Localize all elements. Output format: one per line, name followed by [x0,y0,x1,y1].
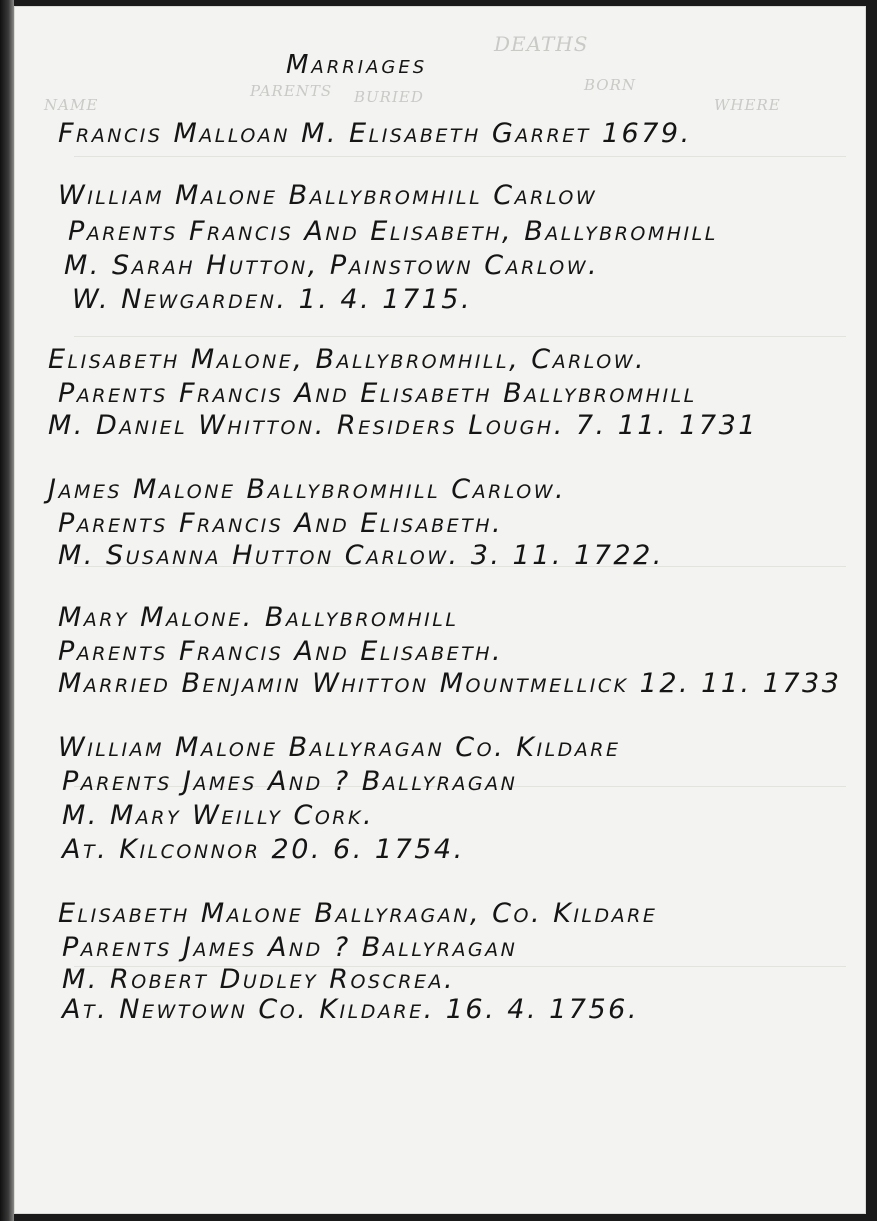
page-title: Marriages [286,50,428,80]
entry-line: Parents Francis And Elisabeth, Ballybromhill [68,216,718,247]
bleed-through-text: PARENTS [250,82,333,100]
scan-edge [0,0,14,1221]
entry-line: W. Newgarden. 1. 4. 1715. [72,284,473,315]
entry-line: M. Mary Weilly Cork. [62,800,375,831]
entry-line: James Malone Ballybromhill Carlow. [48,474,567,505]
entry-line: Parents James And ? Ballyragan [62,766,518,797]
entry-line: Mary Malone. Ballybromhill [58,602,459,633]
bleed-through-text: BORN [584,76,637,94]
entry-line: M. Robert Dudley Roscrea. [62,964,456,995]
entry-line: Parents Francis And Elisabeth. [58,636,504,667]
entry-line: M. Susanna Hutton Carlow. 3. 11. 1722. [58,540,664,571]
entry-line: M. Sarah Hutton, Painstown Carlow. [64,250,600,281]
document-page [14,6,866,1214]
entry-line: Parents James And ? Ballyragan [62,932,518,963]
bleed-through-line [74,156,846,157]
bleed-through-text: DEATHS [494,32,589,56]
entry-line: At. Kilconnor 20. 6. 1754. [62,834,465,865]
bleed-through-text: BURIED [354,88,424,106]
entry-line: Parents Francis And Elisabeth. [58,508,504,539]
entry-line: Parents Francis And Elisabeth Ballybromhill [58,378,697,409]
entry-line: Married Benjamin Whitton Mountmellick 12. 11. 1733 [58,668,842,699]
bleed-through-text: WHERE [714,96,781,114]
entry-line: Elisabeth Malone Ballyragan, Co. Kildare [58,898,658,929]
entry-line: William Malone Ballybromhill Carlow [58,180,598,211]
entry-line: At. Newtown Co. Kildare. 16. 4. 1756. [62,994,639,1025]
bleed-through-text: NAME [44,96,99,114]
entry-line: Elisabeth Malone, Ballybromhill, Carlow. [48,344,647,375]
bleed-through-line [74,336,846,337]
entry-line: Francis Malloan M. Elisabeth Garret 1679. [58,118,692,149]
entry-line: William Malone Ballyragan Co. Kildare [58,732,621,763]
entry-line: M. Daniel Whitton. Residers Lough. 7. 11. 1731 [48,410,758,441]
